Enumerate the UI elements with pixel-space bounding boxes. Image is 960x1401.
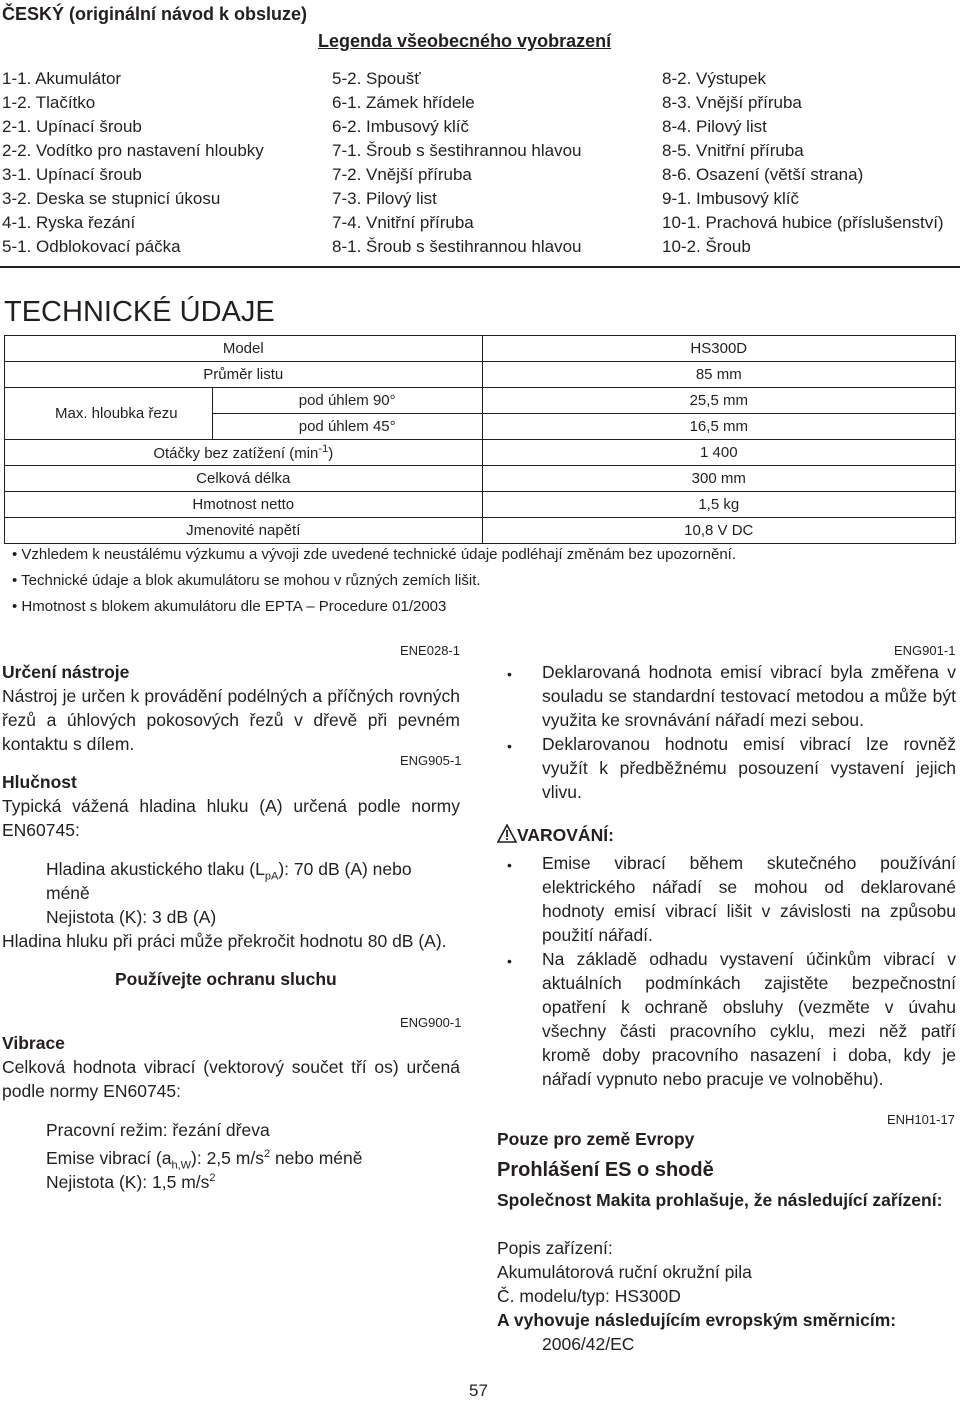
intended-use-text: Nástroj je určen k provádění podélných a příčných rovných řezů a úhlových pokosových řezů v dřevě při pevném kontaktu s dílem. <box>2 686 460 754</box>
directives-label: A vyhovuje následujícím evropským směrnicím: <box>497 1310 897 1330</box>
table-row <box>5 336 956 362</box>
legend-item: 7-1. Šroub s šestihrannou hlavou <box>332 141 582 160</box>
legend-item: 8-1. Šroub s šestihrannou hlavou <box>332 237 582 256</box>
section-heading-intended-use: Určení nástroje <box>2 662 130 682</box>
legend-column-2 <box>332 67 582 259</box>
table-row <box>5 388 956 414</box>
legend-item: 8-2. Výstupek <box>662 69 766 88</box>
section-heading-noise: Hlučnost <box>2 772 77 792</box>
legend-item: 8-4. Pilový list <box>662 117 767 136</box>
spec-value: 1,5 kg <box>482 492 955 518</box>
spec-sublabel: pod úhlem 45° <box>212 414 482 440</box>
legend-item: 2-2. Vodítko pro nastavení hloubky <box>2 141 264 160</box>
legend-item: 6-2. Imbusový klíč <box>332 117 469 136</box>
model-type: Č. modelu/typ: HS300D <box>497 1286 681 1306</box>
makita-declares: Společnost Makita prohlašuje, že následující zařízení: <box>497 1190 943 1210</box>
spec-label: Max. hloubka řezu <box>5 388 213 440</box>
legend-item: 2-1. Upínací šroub <box>2 117 142 136</box>
legend-title: Legenda všeobecného vyobrazení <box>318 31 612 51</box>
legend-item: 7-3. Pilový list <box>332 189 437 208</box>
europe-only-heading: Pouze pro země Evropy <box>497 1129 695 1149</box>
spec-value: 16,5 mm <box>482 414 955 440</box>
legend-item: 7-2. Vnější příruba <box>332 165 472 184</box>
legend-item: 7-4. Vnitřní příruba <box>332 213 474 232</box>
tech-note: • Vzhledem k neustálému výzkumu a vývoji zde uvedené technické údaje podléhají změnám bez upozornění. <box>12 546 736 563</box>
spec-sublabel: pod úhlem 90° <box>212 388 482 414</box>
legend-item: 3-1. Upínací šroub <box>2 165 142 184</box>
warning-bullet: Na základě odhadu vystavení účinkům vibrací v aktuálních podmínkách zajistěte bezpečnostní opatření k ochraně obsluhy (vezměte v úvahu všechny části pracovního cyklu, mezi něž patří kromě doby pracovního nasazení i doba, kdy je nářadí vypnuto nebo pracuje ve volnoběhu). <box>542 949 956 1089</box>
bullet-dot: • <box>507 738 512 754</box>
noise-text: Typická vážená hladina hluku (A) určená podle normy EN60745: <box>2 796 460 840</box>
section-divider <box>0 266 960 268</box>
sound-pressure-line <box>46 857 460 889</box>
reference-code: ENG905-1 <box>400 753 462 768</box>
legend-column-3 <box>662 67 944 259</box>
spec-value: HS300D <box>482 336 955 362</box>
reference-code: ENE028-1 <box>400 643 460 658</box>
vibration-text: Celková hodnota vibrací (vektorový součet tří os) určená podle normy EN60745: <box>2 1057 460 1101</box>
legend-column-1 <box>2 67 264 259</box>
legend-item: 1-2. Tlačítko <box>2 93 96 112</box>
table-row <box>5 466 956 492</box>
spec-value: 10,8 V DC <box>482 518 955 544</box>
speed-label-close: ) <box>328 445 334 462</box>
tech-note: • Technické údaje a blok akumulátoru se mohou v různých zemích lišit. <box>12 572 481 589</box>
legend-item: 10-1. Prachová hubice (příslušenství) <box>662 213 944 232</box>
description-value: Akumulátorová ruční okružní pila <box>497 1262 752 1282</box>
reference-code: ENG901-1 <box>894 643 956 658</box>
bullet-dot: • <box>507 857 512 873</box>
spec-value: 300 mm <box>482 466 955 492</box>
vibration-emission: Emise vibrací $(a_{h,W})$: 2,5 $m/s^2$ nebo méně <box>46 1147 363 1172</box>
sound-pressure-text: Hladina akustického tlaku $(L_{pA})$: 70 dB (A) nebo <box>46 859 412 883</box>
noise-uncertainty: Nejistota (K): 3 dB (A) <box>46 907 217 927</box>
spec-label <box>5 440 483 466</box>
legend-item: 9-1. Imbusový klíč <box>662 189 799 208</box>
spec-label: Celková délka <box>5 466 483 492</box>
section-heading-vibration: Vibrace <box>2 1033 65 1053</box>
speed-unit-exponent: -1 <box>318 443 329 455</box>
description-label: Popis zařízení: <box>497 1238 613 1258</box>
language-heading: ČESKÝ (originální návod k obsluze) <box>2 4 308 24</box>
warning-heading: VAROVÁNÍ: <box>497 823 614 847</box>
legend-item: 5-1. Odblokovací páčka <box>2 237 181 256</box>
legend-item: 6-1. Zámek hřídele <box>332 93 475 112</box>
spec-table <box>4 335 956 544</box>
bullet-dot: • <box>507 953 512 969</box>
legend-item: 10-2. Šroub <box>662 237 751 256</box>
legend-item: 4-1. Ryska řezání <box>2 213 136 232</box>
spec-value: 1 400 <box>482 440 955 466</box>
tech-note: • Hmotnost s blokem akumulátoru dle EPTA – Procedure 01/2003 <box>12 598 447 615</box>
legend-item: 8-6. Osazení (větší strana) <box>662 165 864 184</box>
legend-item: 3-2. Deska se stupnicí úkosu <box>2 189 221 208</box>
reference-code: ENG900-1 <box>400 1015 462 1030</box>
spec-label: Hmotnost netto <box>5 492 483 518</box>
warning-bullet: Emise vibrací během skutečného používání elektrického nářadí se mohou od deklarované hodnoty emisí vibrací lišit v závislosti na způsobu použití nářadí. <box>542 853 956 945</box>
reference-code: ENH101-17 <box>887 1112 955 1127</box>
noise-exceed-note: Hladina hluku při práci může překročit hodnotu 80 dB (A). <box>2 931 447 951</box>
work-mode: Pracovní režim: řezání dřeva <box>46 1120 270 1140</box>
bullet-dot: • <box>507 666 512 682</box>
table-row <box>5 518 956 544</box>
table-row <box>5 440 956 466</box>
legend-item: 8-5. Vnitřní příruba <box>662 141 804 160</box>
sound-pressure-line-2: méně <box>46 883 90 903</box>
spec-label: Jmenovité napětí <box>5 518 483 544</box>
ec-declaration-heading: Prohlášení ES o shodě <box>497 1159 714 1181</box>
spec-label: Model <box>5 336 483 362</box>
tech-data-title: TECHNICKÉ ÚDAJE <box>4 296 275 328</box>
legend-item: 5-2. Spoušť <box>332 69 421 88</box>
spec-label: Průměr listu <box>5 362 483 388</box>
directive-value: 2006/42/EC <box>542 1334 635 1354</box>
warning-triangle-icon <box>497 824 517 843</box>
spec-value: 85 mm <box>482 362 955 388</box>
page-number: 57 <box>469 1381 488 1400</box>
ear-protection-note: Používejte ochranu sluchu <box>115 969 337 989</box>
spec-value: 25,5 mm <box>482 388 955 414</box>
legend-item: 8-3. Vnější příruba <box>662 93 802 112</box>
table-row <box>5 492 956 518</box>
vibration-info-bullet: Deklarovanou hodnotu emisí vibrací lze rovněž využít k předběžnému posouzení vystavení jejich vlivu. <box>542 734 956 802</box>
legend-item: 1-1. Akumulátor <box>2 69 122 88</box>
vibration-uncertainty: Nejistota (K): 1,5 $m/s^2$ <box>46 1171 216 1192</box>
table-row <box>5 362 956 388</box>
speed-label: Otáčky bez zatížení (min <box>153 445 319 462</box>
vibration-info-bullet: Deklarovaná hodnota emisí vibrací byla změřena v souladu se standardní testovací metodou a může být využita ke srovnávání nářadí mezi sebou. <box>542 662 956 730</box>
